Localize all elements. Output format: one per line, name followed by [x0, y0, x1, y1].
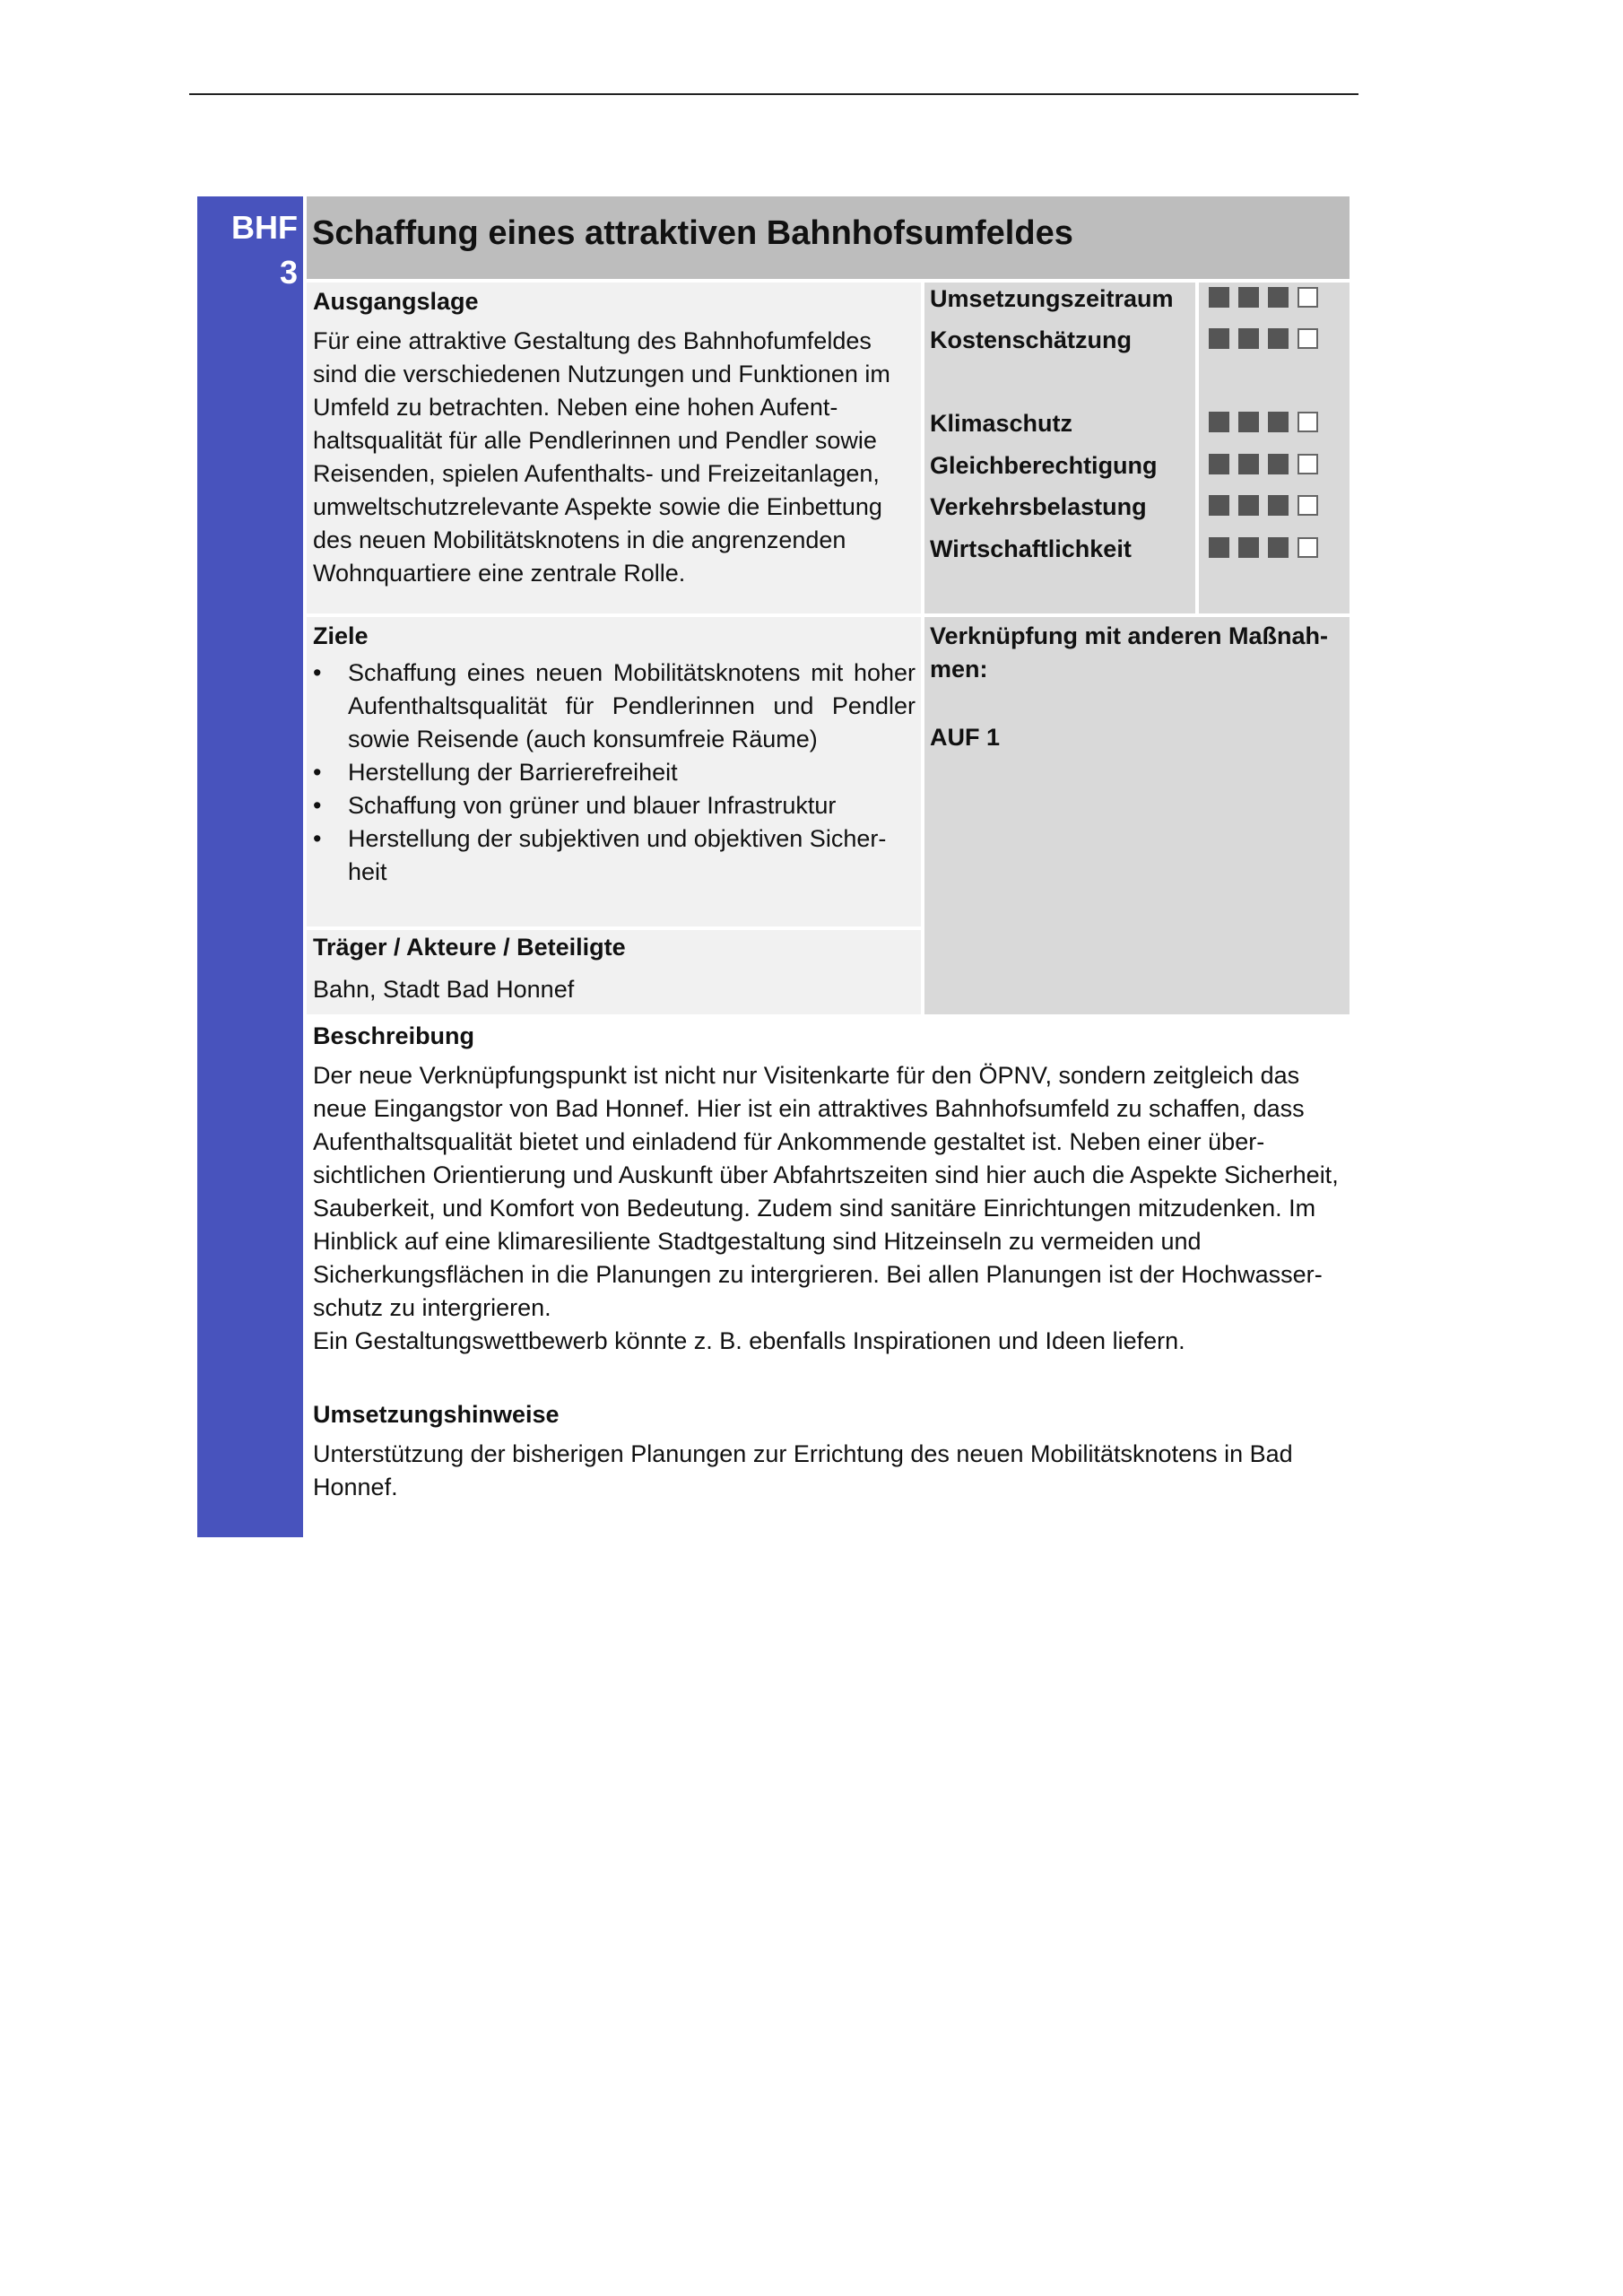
rating-square-empty	[1298, 495, 1318, 516]
rating-square-filled	[1268, 537, 1289, 558]
ausgangslage-text: Für eine attraktive Gestaltung des Bahnhofumfeldes sind die verschiedenen Nutzungen und Funktionen im Umfeld zu betrachten. Neben eine hohen Aufenthaltsqualität für alle Pendlerinnen und Pendler sowie Reisenden, spielen Aufenthalts- und Freizeitanlagen, umweltschutzrelevante Aspekte sowie die Einbettung des neuen Mobilitätsknotens in die angrenzenden Wohnquartiere eine zentrale Rolle.	[313, 327, 890, 587]
rating-label: Klimaschutz	[930, 410, 1073, 437]
beschreibung-paragraph: Der neue Verknüpfungspunkt ist nicht nur Visitenkarte für den ÖPNV, sondern zeitgleich das neue Eingangstor von Bad Honnef. Hier ist ein attraktives Bahnhofsumfeld zu schaffen, dass Aufenthaltsqualität bietet und einladend für Ankommende gestaltet ist. Neben einer übersichtlichen Orientierung und Auskunft über Abfahrtszeiten sind hier auch die Aspekte Sicherheit, Sauberkeit, und Komfort von Bedeutung. Zudem sind sanitäre Einrichtungen mitzudenken. Im Hinblick auf eine klimaresiliente Stadtgestaltung sind Hitzeinseln zu vermeiden und Sicherkungsflächen in die Planungen zu intergrieren. Bei allen Planungen ist der Hochwasserschutz zu intergrieren.	[313, 1062, 1339, 1321]
list-item: • Schaffung eines neuen Mobilitätsknotens mit hoher Aufenthaltsqualität für Pendlerinnen und Pendler sowie Reisende (auch konsumfreie Räume)	[313, 657, 916, 756]
bullet: •	[313, 792, 322, 819]
measure-code-number: 3	[279, 254, 298, 291]
rating-square-filled	[1268, 412, 1289, 432]
umsetzung-heading: Umsetzungshinweise	[313, 1401, 560, 1428]
rating-square-filled	[1268, 287, 1289, 308]
rating-label: Wirtschaftlichkeit	[930, 535, 1132, 562]
rating-square-filled	[1268, 495, 1289, 516]
list-item: • Herstellung der Barrierefreiheit	[313, 756, 916, 789]
header-rule	[189, 93, 1358, 95]
measure-title-bar	[307, 196, 1350, 279]
rating-label: Kostenschätzung	[930, 326, 1133, 353]
ziele-section	[307, 617, 921, 926]
rating-square-empty	[1298, 287, 1318, 308]
rating-squares	[1199, 283, 1350, 613]
ausgangslage-section	[307, 283, 921, 613]
rating-square-empty	[1298, 537, 1318, 558]
verknuepfung-section	[924, 617, 1350, 1014]
rating-square-empty	[1298, 328, 1318, 349]
traeger-text: Bahn, Stadt Bad Honnef	[313, 976, 575, 1003]
rating-square-filled	[1238, 495, 1259, 516]
verknuepfung-heading: Verknüpfung mit anderen Maßnahmen:	[930, 622, 1329, 683]
measure-title: Schaffung eines attraktiven Bahnhofsumfeldes	[312, 214, 1073, 252]
beschreibung-heading: Beschreibung	[313, 1022, 475, 1049]
rating-square-filled	[1209, 412, 1229, 432]
rating-label: Gleichberechtigung	[930, 452, 1158, 479]
rating-square-filled	[1238, 328, 1259, 349]
list-item: • Schaffung von grüner und blauer Infrastruktur	[313, 789, 916, 822]
measure-code-sidebar	[197, 196, 303, 1537]
rating-square-filled	[1209, 495, 1229, 516]
rating-label: Verkehrsbelastung	[930, 493, 1147, 520]
measure-code	[199, 205, 298, 295]
beschreibung-text	[313, 1059, 1350, 1358]
rating-square-filled	[1268, 328, 1289, 349]
list-item: • Herstellung der subjektiven und objektiven Sicherheit	[313, 822, 916, 889]
umsetzung-text: Unterstützung der bisherigen Planungen zur Errichtung des neuen Mobilitätsknotens in Bad Honnef.	[313, 1440, 1293, 1500]
ziele-heading: Ziele	[313, 622, 369, 649]
rating-square-filled	[1209, 328, 1229, 349]
rating-labels	[924, 283, 1195, 613]
verknuepfung-reference: AUF 1	[930, 724, 1001, 751]
rating-square-empty	[1298, 412, 1318, 432]
rating-square-filled	[1209, 537, 1229, 558]
measure-code-prefix: BHF	[231, 209, 298, 246]
rating-square-filled	[1209, 454, 1229, 474]
rating-square-empty	[1298, 454, 1318, 474]
traeger-section	[307, 930, 921, 1014]
rating-square-filled	[1238, 537, 1259, 558]
bullet: •	[313, 825, 322, 852]
bullet: •	[313, 659, 322, 686]
rating-square-filled	[1268, 454, 1289, 474]
traeger-heading: Träger / Akteure / Beteiligte	[313, 934, 626, 961]
ausgangslage-heading: Ausgangslage	[313, 288, 479, 315]
rating-square-filled	[1209, 287, 1229, 308]
beschreibung-paragraph: Ein Gestaltungswettbewerb könnte z. B. ebenfalls Inspirationen und Ideen liefern.	[313, 1327, 1185, 1354]
bullet: •	[313, 759, 322, 786]
rating-square-filled	[1238, 287, 1259, 308]
ziele-list	[313, 657, 916, 889]
rating-square-filled	[1238, 412, 1259, 432]
rating-square-filled	[1238, 454, 1259, 474]
rating-label: Umsetzungszeitraum	[930, 285, 1174, 312]
